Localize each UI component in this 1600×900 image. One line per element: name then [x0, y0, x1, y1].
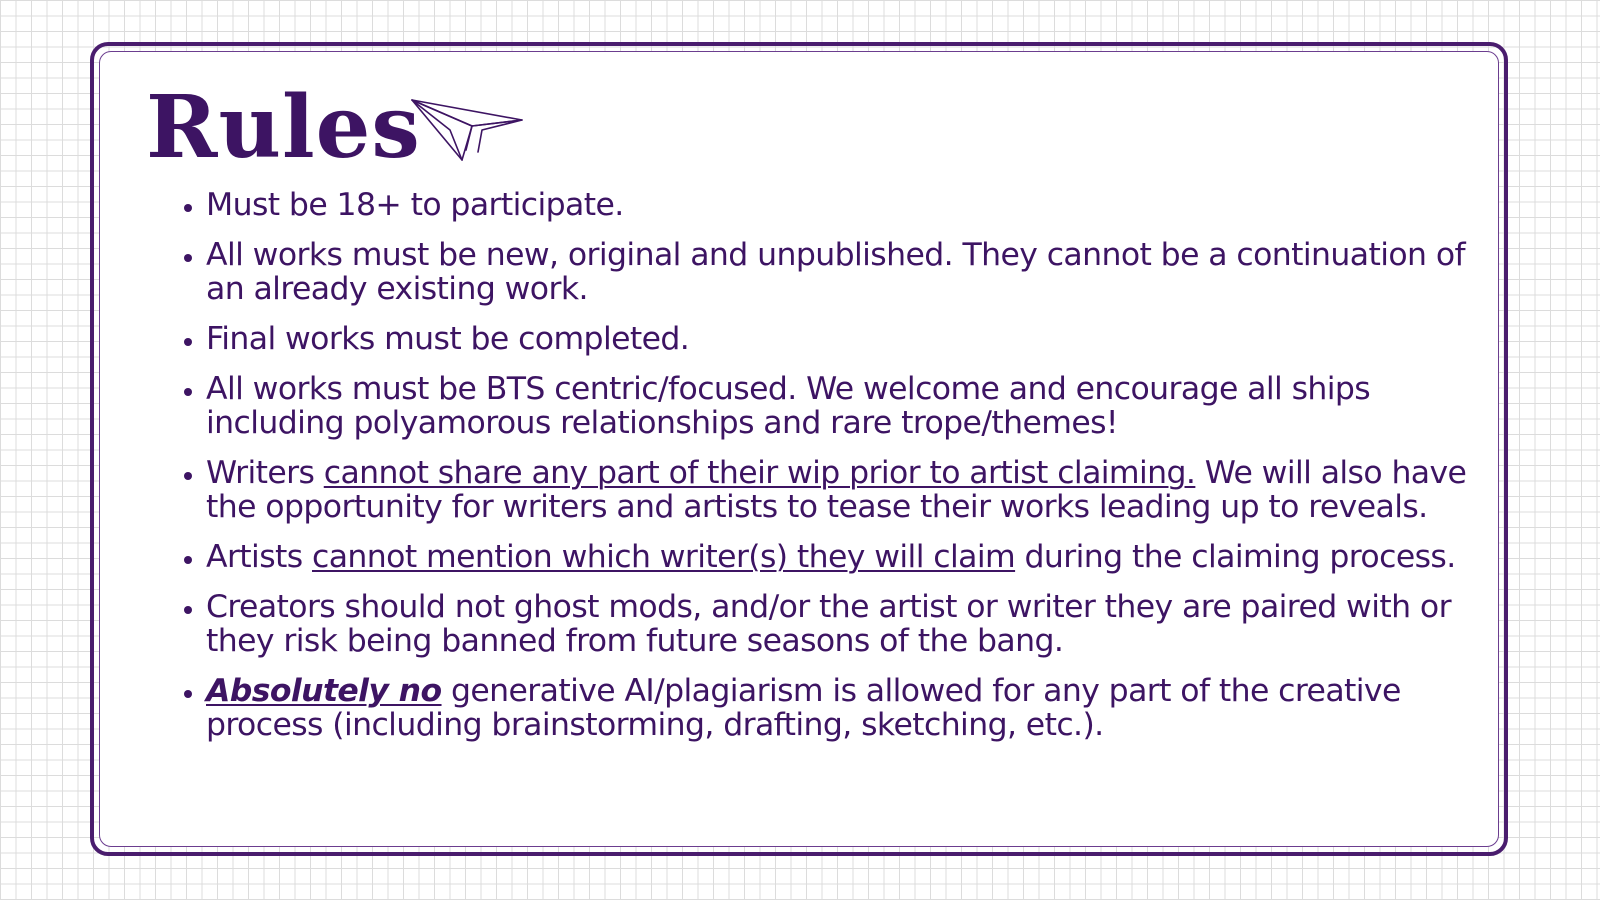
rule-text-before: Artists [206, 539, 312, 575]
rule-item [206, 188, 1476, 222]
paper-plane-icon [410, 94, 530, 166]
rule-text-underlined: cannot mention which writer(s) they will claim [312, 539, 1016, 575]
page-title: Rules [146, 77, 421, 178]
rule-item [206, 590, 1476, 658]
rule-item [206, 674, 1476, 742]
rule-text-after: generative AI/plagiarism is allowed for any part of the creative process (including brainstorming, drafting, sketching, etc.). [206, 673, 1401, 743]
rule-item [206, 238, 1476, 306]
rule-item [206, 456, 1476, 524]
rule-item [206, 540, 1476, 574]
rule-text-after: during the claiming process. [1015, 539, 1456, 575]
rule-text: Must be 18+ to participate. [206, 187, 624, 223]
rule-text: All works must be BTS centric/focused. We welcome and encourage all ships including polyamorous relationships and rare trope/themes! [206, 371, 1371, 441]
rules-list [170, 188, 1476, 758]
rule-text-after: We will also have the opportunity for writers and artists to tease their works leading up to reveals. [206, 455, 1467, 525]
rule-text-before: Writers [206, 455, 324, 491]
rule-text: Final works must be completed. [206, 321, 690, 357]
rule-item [206, 372, 1476, 440]
rule-item [206, 322, 1476, 356]
rule-text-emphasis: Absolutely no [206, 673, 442, 709]
rule-text: Creators should not ghost mods, and/or the artist or writer they are paired with or they risk being banned from future seasons of the bang. [206, 589, 1451, 659]
rule-text-underlined: cannot share any part of their wip prior to artist claiming. [323, 455, 1196, 491]
rule-text: All works must be new, original and unpublished. They cannot be a continuation of an already existing work. [206, 237, 1465, 307]
